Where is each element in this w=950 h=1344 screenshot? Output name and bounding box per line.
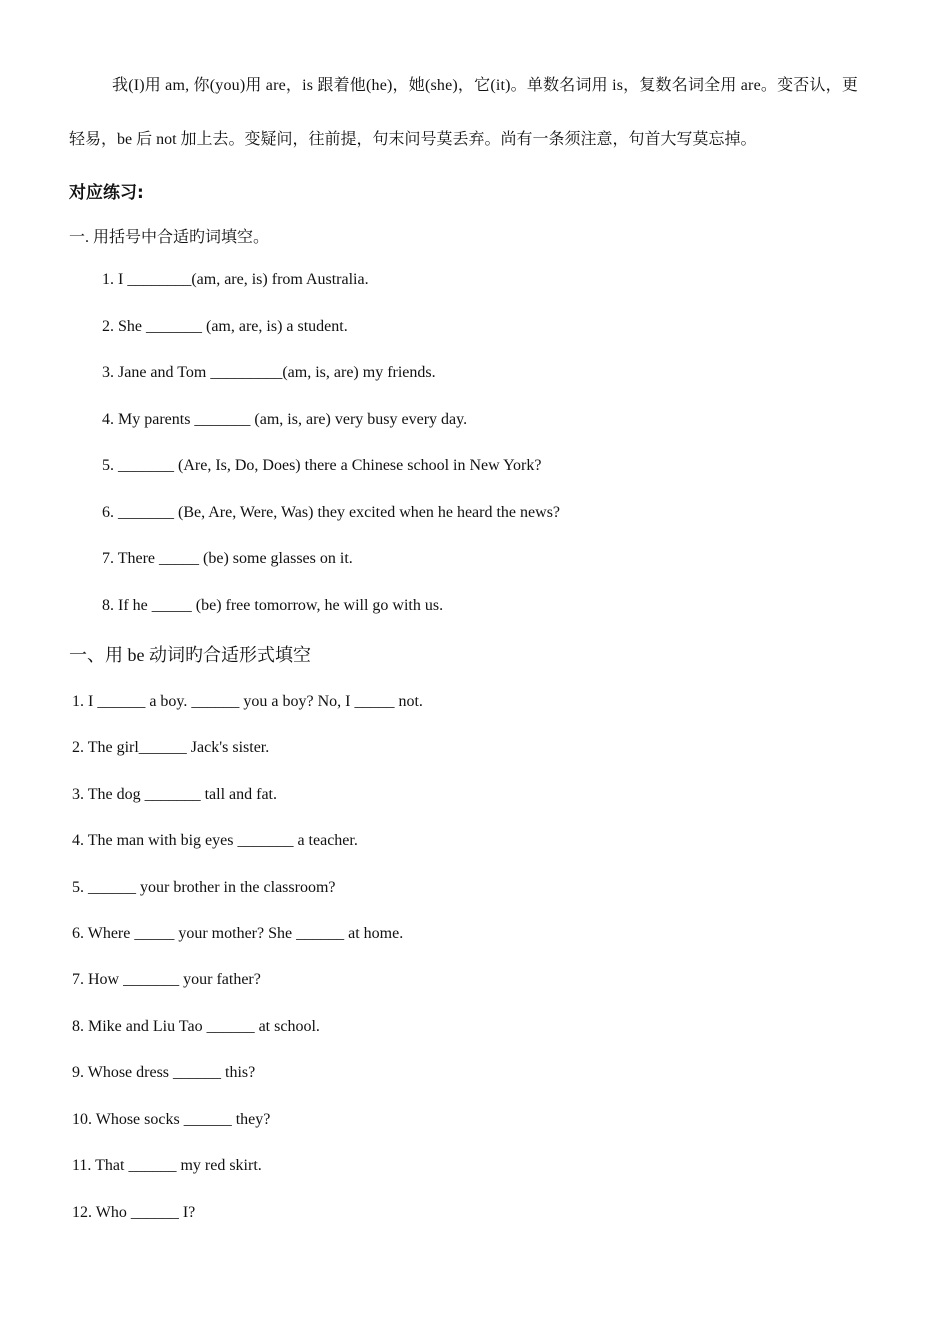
question-item: 8. Mike and Liu Tao ______ at school. [72, 1018, 320, 1035]
question-item: 6. Where _____ your mother? She ______ at home. [72, 925, 404, 942]
question-item: 12. Who ______ I? [72, 1204, 196, 1221]
question-item: 5. _______ (Are, Is, Do, Does) there a Chinese school in New York? [102, 457, 542, 474]
question-item: 1. I ________(am, are, is) from Australia. [102, 271, 369, 288]
question-item: 2. The girl______ Jack's sister. [72, 739, 270, 756]
question-item: 9. Whose dress ______ this? [72, 1064, 256, 1081]
question-item: 5. ______ your brother in the classroom? [72, 879, 336, 896]
question-item: 3. Jane and Tom _________(am, is, are) my friends. [102, 364, 436, 381]
question-item: 1. I ______ a boy. ______ you a boy? No, I _____ not. [72, 693, 423, 710]
question-item: 4. The man with big eyes _______ a teacher. [72, 832, 358, 849]
question-item: 11. That ______ my red skirt. [72, 1157, 262, 1174]
exercise-heading: 对应练习: [69, 183, 144, 203]
question-item: 8. If he _____ (be) free tomorrow, he will go with us. [102, 597, 444, 614]
section-1-title: 一. 用括号中合适旳词填空。 [69, 229, 270, 246]
question-item: 7. There _____ (be) some glasses on it. [102, 550, 353, 567]
question-item: 6. _______ (Be, Are, Were, Was) they excited when he heard the news? [102, 504, 561, 521]
question-item: 4. My parents _______ (am, is, are) very busy every day. [102, 411, 468, 428]
intro-rhyme-line-1: 我(I)用 am, 你(you)用 are，is 跟着他(he)，她(she)，它(it)。单数名词用 is，复数名词全用 are。变否认，更 [112, 77, 859, 94]
question-item: 3. The dog _______ tall and fat. [72, 786, 277, 803]
intro-rhyme-line-2: 轻易，be 后 not 加上去。变疑问，往前提，句末问号莫丢弃。尚有一条须注意，句首大写莫忘掉。 [69, 131, 757, 148]
question-item: 2. She _______ (am, are, is) a student. [102, 318, 348, 335]
section-2-title: 一、用 be 动词旳合适形式填空 [69, 645, 311, 665]
question-item: 7. How _______ your father? [72, 971, 261, 988]
question-item: 10. Whose socks ______ they? [72, 1111, 271, 1128]
